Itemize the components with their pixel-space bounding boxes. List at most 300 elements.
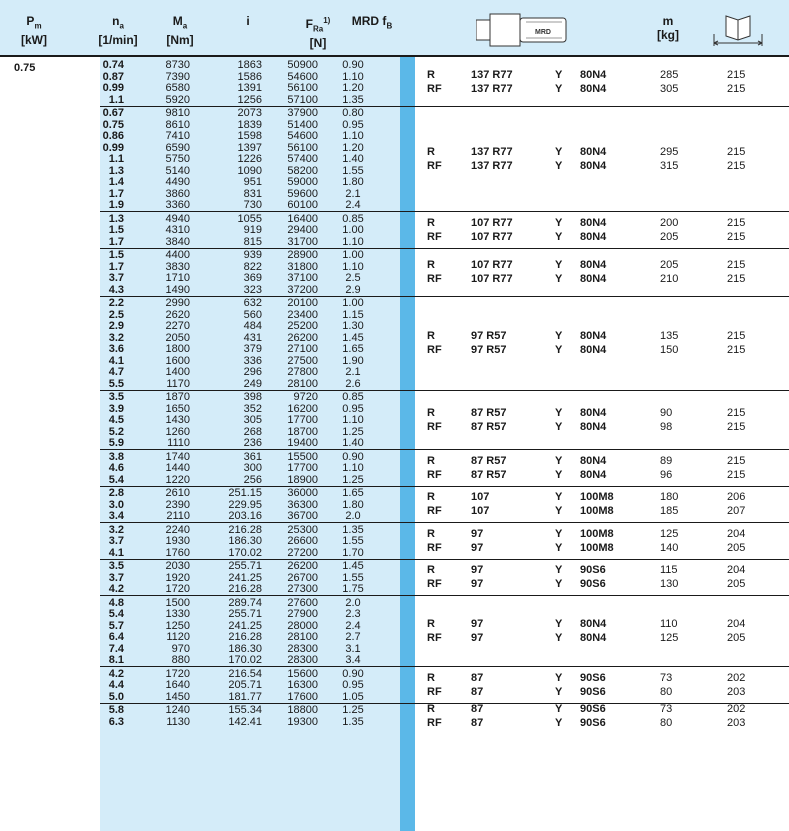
output-torque-cell: 5920 (165, 93, 190, 106)
motor-type: 90S6 (580, 578, 606, 591)
output-speed-cell: 3.5 (108, 391, 124, 403)
output-torque-cell: 1710 (165, 272, 190, 284)
radial-force-cell: 36700 (287, 510, 318, 522)
table-row (100, 620, 400, 632)
output-speed-cell: 5.4 (108, 473, 124, 486)
mass-value: 150 (660, 344, 679, 356)
output-speed-cell: 3.6 (108, 343, 124, 355)
radial-force-cell: 57400 (287, 153, 318, 165)
motor-marker: Y (555, 159, 563, 172)
mounting-type: R (427, 69, 435, 81)
radial-force-cell: 56100 (287, 141, 318, 154)
gear-unit: 97 (471, 618, 484, 630)
table-row (100, 320, 400, 332)
radial-force-cell: 28100 (287, 631, 318, 643)
output-torque-cell: 1930 (165, 535, 190, 547)
radial-force-cell: 26200 (287, 560, 318, 572)
radial-force-cell: 28900 (287, 249, 318, 261)
gear-unit: 137 R77 (471, 69, 513, 81)
variant-row (415, 617, 789, 631)
output-speed-cell: 2.5 (108, 308, 124, 321)
output-speed-cell: 2.8 (108, 487, 124, 499)
table-row (100, 391, 400, 403)
service-factor-cell: 1.10 (342, 414, 364, 426)
service-factor-cell: 1.30 (342, 320, 364, 332)
table-header (0, 0, 789, 55)
output-torque-cell: 1120 (166, 631, 190, 643)
output-speed-cell: 4.1 (108, 354, 124, 367)
radial-force-cell: 28300 (287, 654, 318, 666)
radial-force-cell: 58200 (287, 164, 318, 177)
mass-value: 73 (660, 702, 673, 715)
table-row (100, 547, 400, 559)
mounting-type: RF (427, 83, 442, 95)
output-torque-cell: 3860 (165, 187, 190, 200)
motor-type: 80N4 (580, 159, 607, 172)
ratio-cell: 560 (243, 308, 262, 321)
ratio-cell: 352 (243, 402, 262, 415)
output-torque-cell: 9810 (165, 107, 190, 119)
gear-unit: 87 R57 (471, 468, 507, 481)
mounting-type: RF (427, 159, 442, 172)
output-speed-cell: 3.0 (108, 498, 124, 511)
dimension-page: 202 (727, 702, 746, 715)
mass-value: 205 (660, 230, 679, 243)
variant-row (415, 230, 789, 244)
variant-row (415, 716, 789, 730)
motor-marker: Y (555, 330, 563, 342)
mass-value: 73 (660, 671, 673, 684)
variant-row (415, 685, 789, 699)
output-speed-cell: 1.1 (108, 153, 124, 165)
ratio-cell: 216.28 (228, 583, 262, 595)
output-torque-cell: 2610 (165, 487, 190, 499)
output-torque-cell: 1800 (165, 343, 190, 355)
service-factor-cell: 2.9 (345, 283, 361, 296)
ratio-cell: 939 (243, 249, 262, 261)
motor-marker: Y (555, 671, 563, 684)
table-row (100, 297, 400, 309)
mass-value: 295 (660, 145, 679, 158)
gear-unit: 97 (471, 632, 484, 644)
radial-force-cell: 19400 (287, 437, 318, 449)
output-speed-cell: 1.1 (108, 93, 124, 106)
output-speed-cell: 5.9 (108, 437, 124, 449)
output-torque-cell: 2110 (166, 510, 190, 522)
output-speed-cell: 3.7 (108, 535, 124, 547)
radial-force-cell: 27500 (287, 354, 318, 367)
ratio-cell: 484 (243, 320, 262, 332)
ratio-cell: 831 (243, 187, 262, 200)
motor-marker: Y (555, 564, 563, 577)
gear-unit: 137 R77 (471, 145, 513, 158)
radial-force-cell: 23400 (287, 308, 318, 321)
radial-force-cell: 57100 (287, 93, 318, 106)
mounting-type: R (427, 259, 435, 271)
table-row (100, 535, 400, 547)
dimension-page: 215 (727, 159, 746, 172)
variant-row (415, 527, 789, 541)
ratio-cell: 336 (243, 354, 262, 367)
radial-force-cell: 17600 (287, 690, 318, 703)
ratio-cell: 255.71 (228, 608, 262, 620)
dimension-sheet-icon (712, 12, 764, 51)
mass-value: 110 (660, 618, 678, 630)
output-torque-cell: 3830 (165, 260, 190, 273)
service-factor-cell: 1.80 (342, 498, 364, 511)
service-factor-cell: 3.1 (345, 642, 361, 655)
table-row (100, 213, 400, 225)
motor-marker: Y (555, 541, 563, 554)
ratio-cell: 822 (243, 260, 262, 273)
mounting-type: RF (427, 505, 442, 518)
ratio-cell: 251.15 (228, 487, 262, 499)
motor-marker: Y (555, 685, 563, 698)
ratio-cell: 289.74 (228, 596, 262, 609)
output-torque-cell: 2030 (165, 560, 190, 572)
output-speed-cell: 4.5 (108, 414, 124, 426)
output-speed-cell: 4.7 (108, 366, 124, 378)
dimension-page: 205 (727, 632, 746, 644)
variant-row (415, 343, 789, 357)
variant-row (415, 702, 789, 716)
motor-type: 80N4 (580, 69, 607, 81)
motor-marker: Y (555, 527, 563, 540)
table-row (100, 309, 400, 321)
dimension-page: 202 (727, 671, 746, 684)
mass-value: 285 (660, 69, 679, 81)
mounting-type: RF (427, 230, 442, 243)
output-torque-cell: 1600 (165, 354, 190, 367)
ratio-cell: 216.28 (228, 631, 262, 643)
motor-type: 100M8 (580, 541, 614, 554)
radial-force-cell: 9720 (293, 391, 318, 403)
gear-unit: 97 (471, 527, 484, 540)
motor-marker: Y (555, 69, 563, 81)
service-factor-cell: 1.25 (342, 425, 364, 438)
mass-value: 305 (660, 83, 679, 95)
output-speed-cell: 5.0 (108, 690, 124, 703)
ratio-cell: 730 (243, 199, 262, 211)
mass-value: 205 (660, 259, 679, 271)
ratio-cell: 249 (243, 377, 262, 390)
output-torque-cell: 1740 (165, 450, 190, 463)
mounting-type: RF (427, 632, 442, 644)
mounting-type: R (427, 454, 435, 467)
motor-marker: Y (555, 216, 563, 229)
output-torque-cell: 1720 (165, 583, 190, 595)
service-factor-cell: 0.90 (342, 59, 364, 71)
table-row (100, 249, 400, 261)
output-speed-cell: 1.5 (108, 224, 124, 236)
ratio-cell: 1256 (237, 93, 262, 106)
radial-force-cell: 29400 (287, 224, 318, 236)
variant-row (415, 454, 789, 468)
output-torque-cell: 880 (171, 654, 190, 666)
output-speed-cell: 3.5 (108, 560, 124, 572)
radial-force-cell: 26700 (287, 571, 318, 584)
ratio-cell: 155.34 (228, 704, 262, 716)
gear-unit: 107 R77 (471, 216, 513, 229)
ratio-cell: 369 (243, 272, 262, 284)
variant-row (415, 563, 789, 577)
table-row (100, 59, 400, 71)
table-row (100, 403, 400, 415)
output-speed-cell: 1.7 (108, 260, 124, 273)
output-speed-cell: 8.1 (108, 654, 124, 666)
output-torque-cell: 1490 (165, 283, 190, 296)
radial-force-cell: 18800 (287, 704, 318, 716)
service-factor-cell: 1.45 (342, 560, 364, 572)
table-row (100, 437, 400, 449)
radial-force-cell: 31700 (287, 235, 318, 248)
output-speed-cell: 4.6 (108, 462, 124, 474)
service-factor-cell: 2.1 (345, 366, 361, 378)
radial-force-cell: 26600 (287, 535, 318, 547)
ratio-cell: 323 (243, 283, 262, 296)
dimension-page: 215 (727, 468, 746, 481)
output-torque-cell: 4940 (165, 212, 190, 225)
service-factor-cell: 1.00 (342, 224, 364, 236)
table-row (100, 716, 400, 728)
table-row (100, 284, 400, 296)
output-speed-cell: 0.74 (102, 59, 124, 71)
output-torque-cell: 5750 (165, 153, 190, 165)
ratio-cell: 632 (243, 297, 262, 309)
ratio-cell: 951 (243, 176, 262, 188)
motor-marker: Y (555, 145, 563, 158)
output-torque-cell: 4490 (165, 176, 190, 188)
output-torque-cell: 1440 (165, 462, 190, 474)
mounting-type: R (427, 145, 435, 158)
mounting-type: RF (427, 344, 442, 356)
radial-force-cell: 56100 (287, 82, 318, 94)
motor-type: 80N4 (580, 83, 607, 95)
motor-type: 80N4 (580, 618, 607, 630)
motor-type: 100M8 (580, 491, 614, 504)
ratio-cell: 256 (243, 473, 262, 486)
ratio-cell: 300 (243, 462, 262, 474)
gear-unit: 87 R57 (471, 454, 507, 467)
gear-unit: 97 R57 (471, 344, 507, 356)
table-row (100, 343, 400, 355)
table-row (100, 426, 400, 438)
output-speed-cell: 6.4 (108, 631, 124, 643)
motor-type: 80N4 (580, 273, 607, 285)
table-row (100, 597, 400, 609)
service-factor-cell: 1.65 (342, 343, 364, 355)
service-factor-cell: 1.00 (342, 297, 364, 309)
table-row (100, 366, 400, 378)
output-speed-cell: 3.4 (108, 510, 124, 522)
ratio-cell: 1090 (237, 164, 262, 177)
table-row (100, 643, 400, 655)
variant-row (415, 82, 789, 96)
motor-marker: Y (555, 273, 563, 285)
output-speed-cell: 1.3 (108, 212, 124, 225)
ratio-cell: 229.95 (228, 498, 262, 511)
blue-band (400, 57, 415, 831)
table-row (100, 272, 400, 284)
motor-marker: Y (555, 702, 563, 715)
dimension-page: 215 (727, 145, 746, 158)
service-factor-cell: 0.90 (342, 450, 364, 463)
dimension-page: 215 (727, 406, 746, 419)
output-speed-cell: 2.2 (108, 297, 124, 309)
output-speed-cell: 4.1 (108, 546, 124, 559)
service-factor-cell: 1.35 (342, 93, 364, 106)
ratio-cell: 241.25 (228, 571, 262, 584)
service-factor-cell: 0.95 (342, 679, 364, 691)
service-factor-cell: 0.85 (342, 391, 364, 403)
ratio-cell: 305 (243, 414, 262, 426)
service-factor-cell: 1.75 (342, 583, 364, 595)
ratio-cell: 919 (243, 224, 262, 236)
table-row (100, 165, 400, 177)
motor-marker: Y (555, 505, 563, 518)
ratio-cell: 1397 (237, 141, 262, 154)
service-factor-cell: 1.45 (342, 331, 364, 344)
variant-row (415, 258, 789, 272)
output-torque-cell: 1130 (166, 715, 190, 728)
gear-unit: 137 R77 (471, 159, 513, 172)
output-torque-cell: 1250 (165, 619, 190, 632)
ratio-cell: 1586 (237, 70, 262, 83)
table-row (100, 583, 400, 595)
mass-value: 210 (660, 273, 679, 285)
table-row (100, 451, 400, 463)
mounting-type: RF (427, 541, 442, 554)
ratio-cell: 1226 (237, 153, 262, 165)
gear-unit: 87 (471, 702, 484, 715)
output-speed-cell: 3.2 (108, 523, 124, 536)
service-factor-cell: 1.10 (342, 260, 364, 273)
motor-marker: Y (555, 716, 563, 729)
output-torque-cell: 1260 (165, 425, 190, 438)
output-speed-cell: 4.4 (108, 679, 124, 691)
motor-type: 80N4 (580, 145, 607, 158)
service-factor-cell: 1.05 (342, 690, 364, 703)
ratio-cell: 379 (243, 343, 262, 355)
mass-value: 180 (660, 491, 679, 504)
gear-unit: 87 (471, 716, 484, 729)
service-factor-cell: 1.10 (342, 130, 364, 142)
service-factor-cell: 1.40 (342, 437, 364, 449)
radial-force-cell: 28000 (287, 619, 318, 632)
motor-marker: Y (555, 406, 563, 419)
motor-type: 80N4 (580, 632, 607, 644)
output-torque-cell: 2990 (165, 297, 190, 309)
output-speed-cell: 1.5 (108, 249, 124, 261)
gear-unit: 107 (471, 505, 490, 518)
gear-unit: 97 R57 (471, 330, 507, 342)
output-torque-cell: 3360 (165, 199, 190, 211)
ratio-cell: 2073 (237, 107, 262, 119)
service-factor-cell: 1.55 (342, 164, 364, 177)
variant-row (415, 577, 789, 591)
output-torque-cell: 1720 (165, 667, 190, 680)
radial-force-cell: 60100 (287, 199, 318, 211)
variant-row (415, 159, 789, 173)
ratio-cell: 205.71 (228, 679, 262, 691)
gear-unit: 87 R57 (471, 406, 507, 419)
motor-type: 100M8 (580, 527, 614, 540)
dimension-page: 215 (727, 420, 746, 433)
ratio-cell: 398 (243, 391, 262, 403)
variant-row (415, 329, 789, 343)
motor-marker: Y (555, 578, 563, 591)
service-factor-cell: 2.4 (345, 199, 361, 211)
table-row (100, 572, 400, 584)
motor-marker: Y (555, 618, 563, 630)
motor-type: 80N4 (580, 230, 607, 243)
radial-force-cell: 28300 (287, 642, 318, 655)
output-torque-cell: 1110 (167, 437, 190, 449)
motor-marker: Y (555, 420, 563, 433)
service-factor-cell: 2.7 (345, 631, 361, 643)
service-factor-cell: 2.5 (345, 272, 361, 284)
radial-force-cell: 25300 (287, 523, 318, 536)
radial-force-cell: 37100 (287, 272, 318, 284)
output-torque-cell: 1450 (165, 690, 190, 703)
mass-value: 200 (660, 216, 679, 229)
output-speed-cell: 0.87 (102, 70, 124, 83)
output-torque-cell: 7410 (165, 130, 190, 142)
mass-value: 89 (660, 454, 673, 467)
table-row (100, 608, 400, 620)
mounting-type: RF (427, 578, 442, 591)
radial-force-cell: 27800 (287, 366, 318, 378)
header-output-torque: $M_a$ [Nm] (166, 14, 194, 48)
output-speed-cell: 1.7 (108, 235, 124, 248)
mounting-type: RF (427, 273, 442, 285)
ratio-cell: 170.02 (228, 654, 262, 666)
output-torque-cell: 2270 (165, 320, 190, 332)
mass-value: 130 (660, 578, 679, 591)
radial-force-cell: 18900 (287, 473, 318, 486)
ratio-cell: 268 (243, 425, 262, 438)
output-speed-cell: 0.75 (102, 118, 124, 131)
ratio-cell: 186.30 (228, 535, 262, 547)
service-factor-cell: 1.15 (342, 308, 364, 321)
mounting-type: R (427, 671, 435, 684)
service-factor-cell: 2.1 (345, 187, 361, 200)
service-factor-cell: 2.4 (345, 619, 361, 632)
service-factor-cell: 1.55 (342, 571, 364, 584)
output-speed-cell: 4.2 (108, 583, 124, 595)
table-row (100, 261, 400, 273)
table-row (100, 94, 400, 106)
output-torque-cell: 1400 (165, 366, 190, 378)
output-torque-cell: 1170 (166, 377, 190, 390)
motor-type: 80N4 (580, 420, 607, 433)
dimension-page: 215 (727, 69, 746, 81)
service-factor-cell: 1.55 (342, 535, 364, 547)
mounting-type: RF (427, 420, 442, 433)
output-torque-cell: 5140 (165, 164, 190, 177)
variant-row (415, 541, 789, 555)
service-factor-cell: 2.6 (345, 377, 361, 390)
ratio-cell: 1863 (237, 59, 262, 71)
dimension-page: 205 (727, 541, 746, 554)
variant-row (415, 145, 789, 159)
gear-unit: 107 R77 (471, 230, 513, 243)
radial-force-cell: 27300 (287, 583, 318, 595)
table-row (100, 378, 400, 390)
service-factor-cell: 3.4 (345, 654, 361, 666)
motor-type: 90S6 (580, 716, 606, 729)
radial-force-cell: 15500 (287, 450, 318, 463)
